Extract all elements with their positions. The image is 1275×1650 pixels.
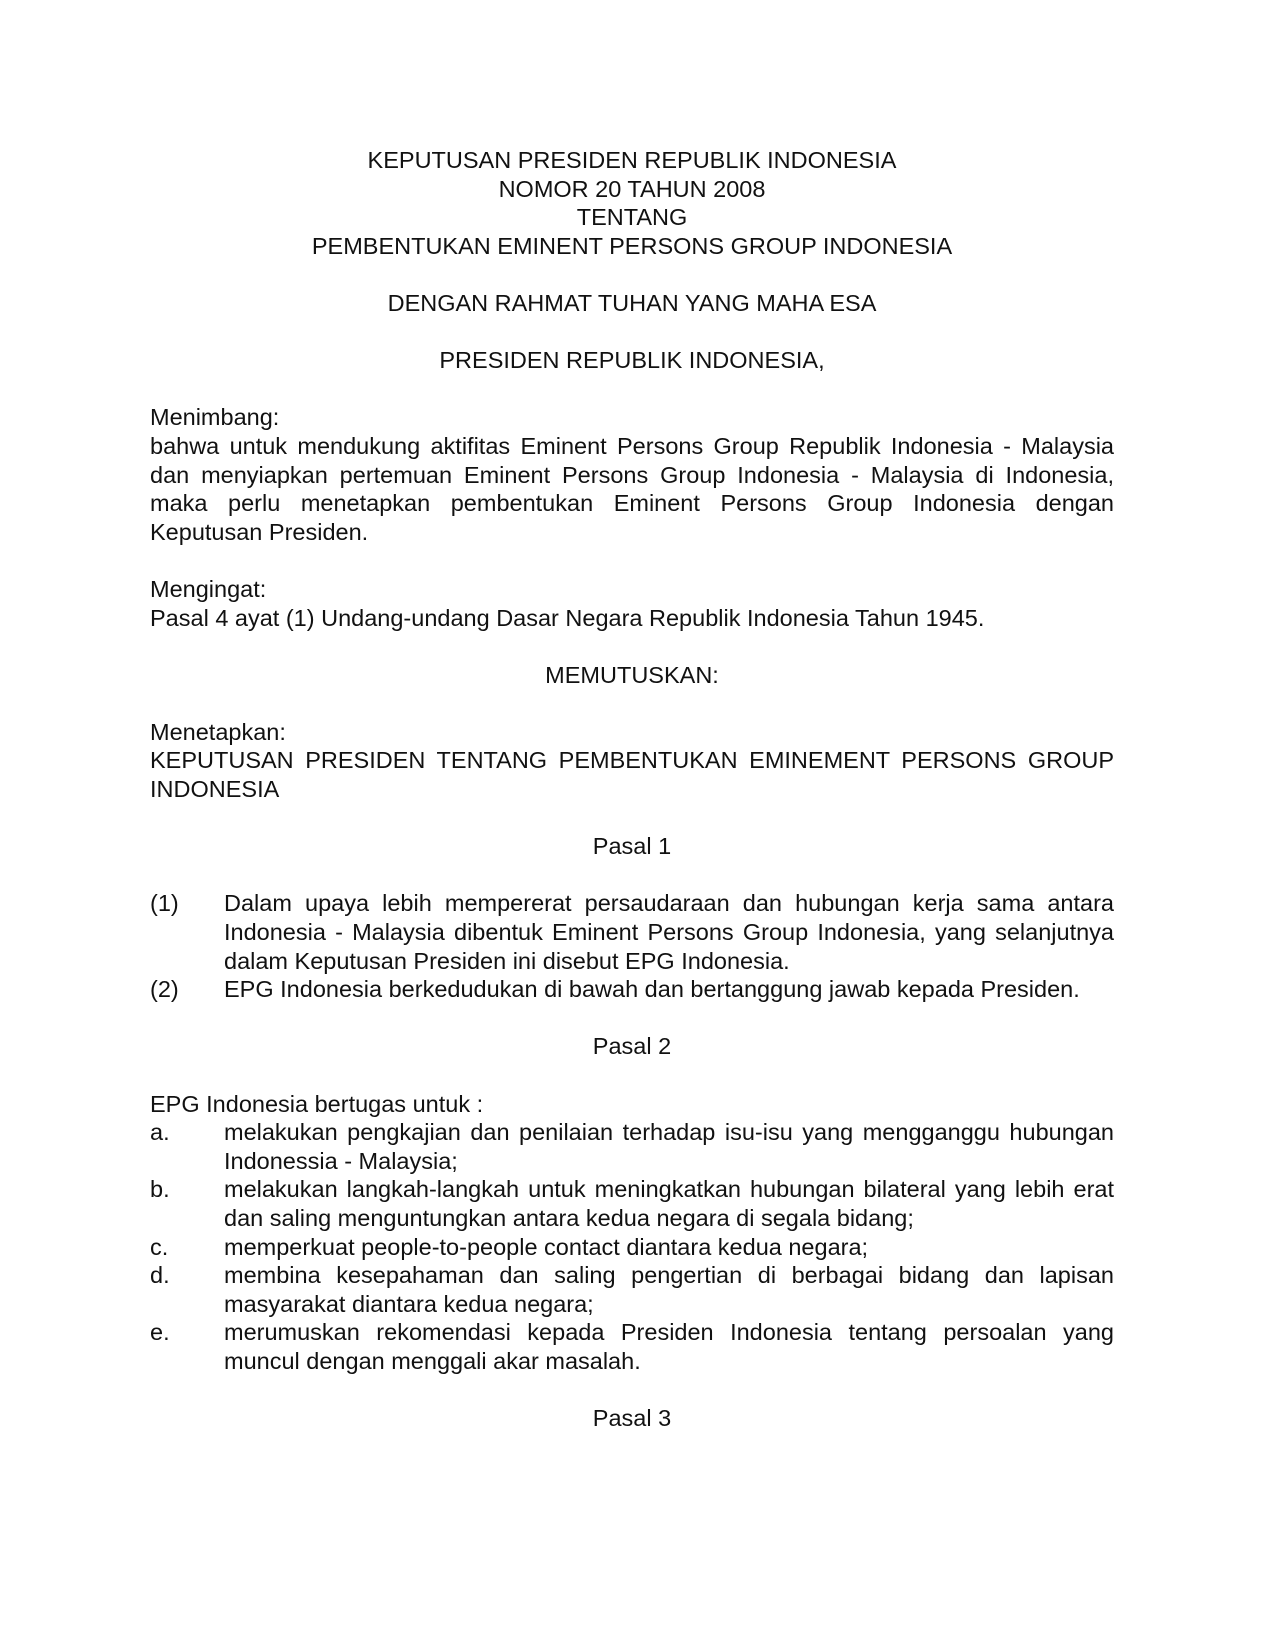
mengingat-text: Pasal 4 ayat (1) Undang-undang Dasar Negara Republik Indonesia Tahun 1945.	[150, 604, 985, 631]
pasal-2-item	[150, 1175, 1114, 1232]
menetapkan-section	[150, 718, 1114, 804]
header-line-4: PEMBENTUKAN EMINENT PERSONS GROUP INDONESIA	[311, 232, 953, 259]
menetapkan-label: Menetapkan:	[150, 718, 286, 745]
item-text: memperkuat people-to-people contact diantara kedua negara;	[224, 1233, 869, 1260]
item-letter: d.	[150, 1262, 170, 1289]
document-page	[150, 146, 1114, 1433]
pasal-2-item	[150, 1261, 1114, 1318]
menimbang-text: bahwa untuk mendukung aktifitas Eminent Persons Group Republik Indonesia - Malaysia dan menyiapkan pertemuan Eminent Persons Group Indonesia - Malaysia di Indonesia, maka perlu menetapkan pembentukan Eminent Persons Group Indonesia dengan Keputusan Presiden.	[150, 432, 1114, 545]
pasal-1-item	[150, 975, 1114, 1004]
item-text: EPG Indonesia berkedudukan di bawah dan bertanggung jawab kepada Presiden.	[224, 976, 1080, 1003]
header-line-2: NOMOR 20 TAHUN 2008	[498, 175, 766, 202]
pasal-2-item	[150, 1318, 1114, 1375]
pasal-2-item	[150, 1118, 1114, 1175]
pasal-2-intro: EPG Indonesia bertugas untuk :	[150, 1090, 484, 1117]
item-number: (1)	[150, 890, 179, 917]
mengingat-label: Mengingat:	[150, 575, 267, 602]
item-letter: e.	[150, 1319, 170, 1346]
item-text: melakukan langkah-langkah untuk meningkatkan hubungan bilateral yang lebih erat dan saling menguntungkan antara kedua negara di segala bidang;	[224, 1176, 1114, 1231]
president-title: PRESIDEN REPUBLIK INDONESIA,	[439, 347, 825, 374]
pasal-1-title: Pasal 1	[592, 833, 672, 860]
pasal-2-section	[150, 1090, 1114, 1376]
pasal-1-list	[150, 889, 1114, 1003]
menimbang-label: Menimbang:	[150, 404, 280, 431]
item-text: membina kesepahaman dan saling pengertian di berbagai bidang dan lapisan masyarakat diantara kedua negara;	[224, 1262, 1114, 1317]
document-header	[150, 146, 1114, 260]
invocation: DENGAN RAHMAT TUHAN YANG MAHA ESA	[387, 289, 877, 316]
item-number: (2)	[150, 976, 179, 1003]
pasal-2-title: Pasal 2	[592, 1033, 672, 1060]
item-text: melakukan pengkajian dan penilaian terhadap isu-isu yang mengganggu hubungan Indonessia - Malaysia;	[224, 1119, 1114, 1174]
menetapkan-text: KEPUTUSAN PRESIDEN TENTANG PEMBENTUKAN EMINEMENT PERSONS GROUP INDONESIA	[150, 747, 1114, 803]
item-text: Dalam upaya lebih mempererat persaudaraan dan hubungan kerja sama antara Indonesia - Malaysia dibentuk Eminent Persons Group Indonesia, yang selanjutnya dalam Keputusan Presiden ini disebut EPG Indonesia.	[224, 890, 1114, 974]
mengingat-section	[150, 575, 1114, 632]
menimbang-section	[150, 403, 1114, 546]
pasal-2-item	[150, 1233, 1114, 1262]
item-letter: a.	[150, 1119, 170, 1146]
item-letter: b.	[150, 1176, 170, 1203]
header-line-3: TENTANG	[576, 204, 688, 231]
item-text: merumuskan rekomendasi kepada Presiden Indonesia tentang persoalan yang muncul dengan menggali akar masalah.	[224, 1319, 1114, 1374]
memutuskan-heading: MEMUTUSKAN:	[545, 661, 719, 688]
pasal-1-item	[150, 889, 1114, 975]
pasal-3-title: Pasal 3	[592, 1405, 672, 1432]
item-letter: c.	[150, 1233, 169, 1260]
header-line-1: KEPUTUSAN PRESIDEN REPUBLIK INDONESIA	[367, 147, 897, 173]
